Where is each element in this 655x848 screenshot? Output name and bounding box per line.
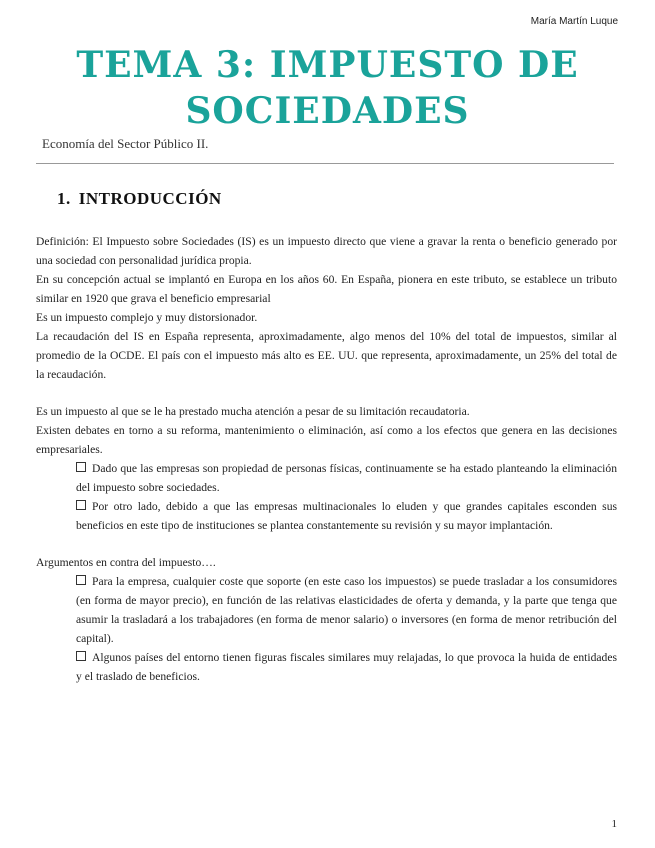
- author-name: María Martín Luque: [530, 16, 618, 27]
- paragraph-arguments: Argumentos en contra del impuesto….: [36, 556, 216, 569]
- bullet-item: [36, 497, 617, 535]
- bullet-item: [36, 459, 617, 497]
- title-line-2: SOCIEDADES: [185, 90, 470, 132]
- document-body: [36, 232, 617, 686]
- paragraph-definition: Definición: El Impuesto sobre Sociedades (IS) es un impuesto directo que viene a gravar la renta o beneficio generado por una sociedad con personalidad jurídica propia.: [36, 235, 617, 267]
- bullet-text: Por otro lado, debido a que las empresas multinacionales lo eluden y que grandes capitales esconden sus beneficios en este tipo de instituciones se plantea constantemente su revisión y su mayor implantación.: [76, 500, 617, 532]
- section-title: INTRODUCCIÓN: [78, 189, 222, 208]
- title-line-1: TEMA 3: IMPUESTO DE: [76, 44, 579, 86]
- page-title: [0, 42, 655, 134]
- paragraph-attention: Es un impuesto al que se le ha prestado mucha atención a pesar de su limitación recaudatoria.: [36, 405, 470, 418]
- paragraph-revenue: La recaudación del IS en España representa, aproximadamente, algo menos del 10% del total de impuestos, similar al promedio de la OCDE. El país con el impuesto más alto es EE. UU. que representa, aproximadamente, un 25% del total de la recaudación.: [36, 330, 617, 381]
- divider: [36, 163, 614, 164]
- checkbox-bullet-icon: [76, 500, 86, 510]
- bullet-item: [36, 648, 617, 686]
- spacer: [36, 535, 617, 553]
- paragraph-complexity: Es un impuesto complejo y muy distorsionador.: [36, 311, 258, 324]
- section-heading: [57, 189, 222, 209]
- bullet-item: [36, 572, 617, 648]
- page-number: 1: [611, 818, 617, 830]
- checkbox-bullet-icon: [76, 462, 86, 472]
- spacer: [36, 384, 617, 402]
- section-number: 1.: [57, 189, 71, 208]
- checkbox-bullet-icon: [76, 575, 86, 585]
- paragraph-debates: Existen debates en torno a su reforma, mantenimiento o eliminación, así como a los efectos que genera en las decisiones empresariales.: [36, 424, 617, 456]
- checkbox-bullet-icon: [76, 651, 86, 661]
- bullet-text: Para la empresa, cualquier coste que soporte (en este caso los impuestos) se puede trasladar a los consumidores (en forma de mayor precio), en función de las relativas elasticidades de oferta y demanda, y la parte que tenga que asumir la trasladará a los trabajadores (en forma de menor salario) o inversores (en forma de menor retribución del capital).: [76, 575, 617, 645]
- bullet-text: Algunos países del entorno tienen figuras fiscales similares muy relajadas, lo que provoca la huida de entidades y el traslado de beneficios.: [76, 651, 617, 683]
- subtitle: Economía del Sector Público II.: [42, 136, 209, 151]
- bullet-text: Dado que las empresas son propiedad de personas físicas, continuamente se ha estado planteando la eliminación del impuesto sobre sociedades.: [76, 462, 617, 494]
- paragraph-history: En su concepción actual se implantó en Europa en los años 60. En España, pionera en este tributo, se establece un tributo similar en 1920 que grava el beneficio empresarial: [36, 273, 617, 305]
